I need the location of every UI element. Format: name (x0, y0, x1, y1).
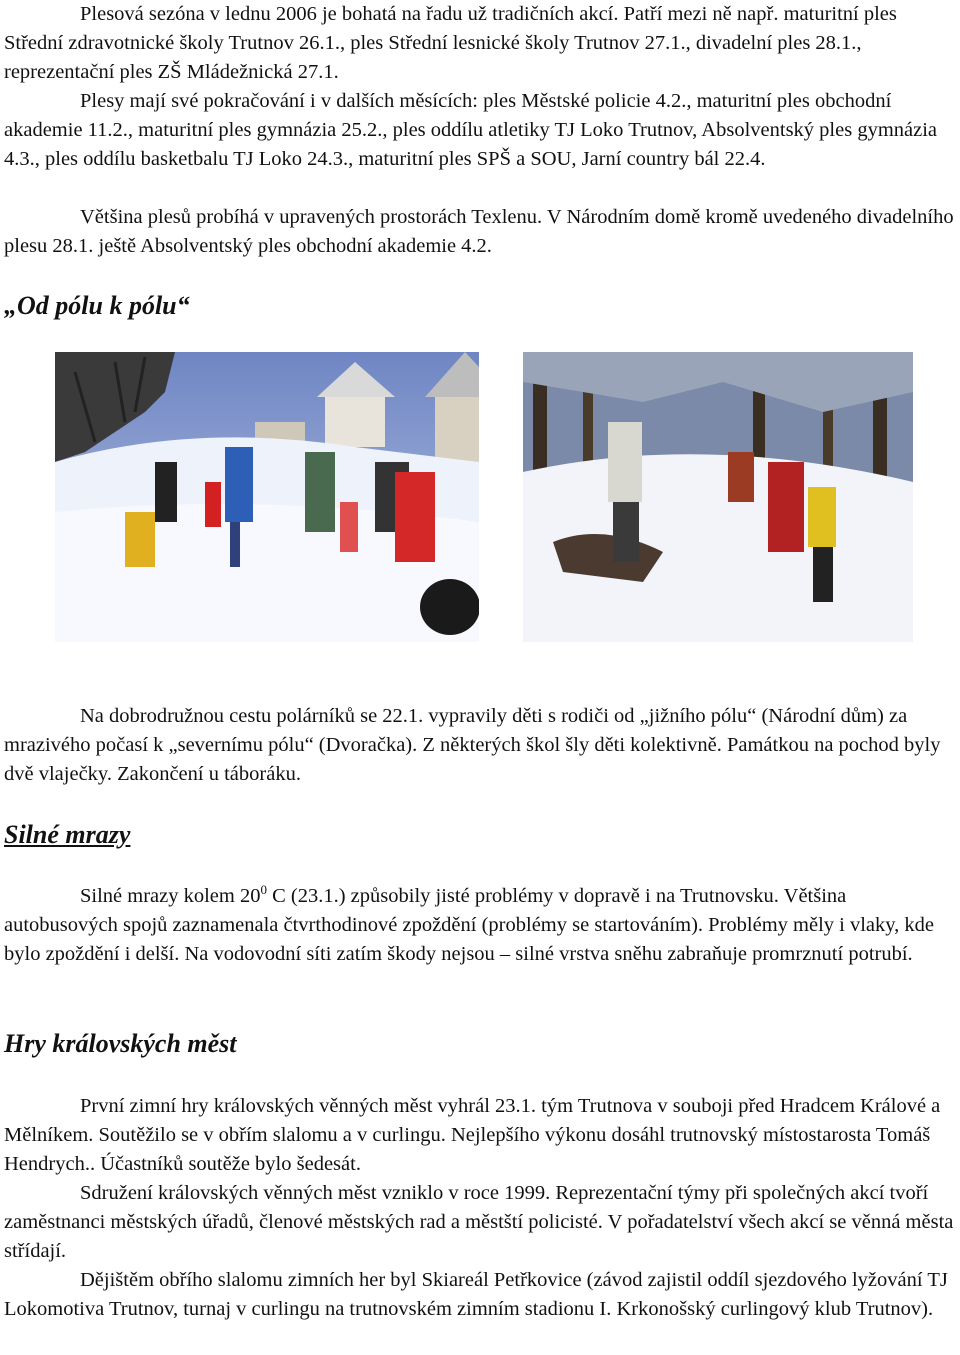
frost-text-rest: C (23.1.) způsobily jisté problémy v dopravě i na Trutnovsku. Většina autobusových spojů zaznamenala čtvrthodinové zpoždění (problémy se startováním). Problémy měly i vlaky, kde bylo zpoždění i delší. Na vodovodní síti zatím škody nejsou – silné vrstva sněhu zabraňuje promrznutí potrubí. (4, 885, 935, 965)
paragraph-games-result: První zimní hry královských věnných měst vyhrál 23.1. tým Trutnova v souboji před Hradcem Králové a Mělníkem. Soutěžilo se v obřím slalomu a v curlingu. Nejlepšího výkonu dosáhl trutnovský místostarosta Tomáš Hendrych.. Účastníků soutěže bylo šedesát. (4, 1095, 941, 1175)
photo-kids-in-snow (55, 352, 479, 642)
heading-od-polu: „Od pólu k pólu“ (4, 291, 190, 320)
paragraph-games-venue: Dějištěm obřího slalomu zimních her byl Skiareál Petřkovice (závod zajistil oddíl sjezdového lyžování TJ Lokomotiva Trutnov, turnaj v curlingu na trutnovském zimním stadionu I. Krkonošský curlingový klub Trutnov). (4, 1269, 948, 1320)
photo-forest-group (523, 352, 913, 642)
paragraph-games-association: Sdružení královských věnných měst vzniklo v roce 1999. Reprezentační týmy při společných akcí tvoří zaměstnanci městských úřadů, členové městských rad a městští policisté. V pořadatelství všech akcí se věnná města střídají. (4, 1182, 954, 1262)
heading-silne-mrazy: Silné mrazy (4, 820, 131, 849)
heading-hry-kralovskych-mest: Hry královských měst (4, 1029, 237, 1058)
paragraph-polar-trip: Na dobrodružnou cestu polárníků se 22.1. vypravily děti s rodiči od „jižního pólu“ (Národní dům) za mrazivého počasí k „severnímu pólu“ (Dvoračka). Z některých škol šly děti kolektivně. Památkou na pochod byly dvě vlaječky. Zakončení u táboráku. (4, 705, 941, 785)
frost-degree-sup: 0 (260, 882, 267, 898)
paragraph-frost (4, 882, 958, 969)
frost-text-start: Silné mrazy kolem 20 (80, 885, 261, 907)
paragraph-ball-venues: Většina plesů probíhá v upravených prostorách Texlenu. V Národním domě kromě uvedeného divadelního plesu 28.1. ještě Absolventský ples obchodní akademie 4.2. (4, 206, 954, 257)
paragraph-ball-continuation: Plesy mají své pokračování i v dalších měsících: ples Městské policie 4.2., maturitní ples obchodní akademie 11.2., maturitní ples gymnázia 25.2., ples oddílu atletiky TJ Loko Trutnov, Absolventský ples gymnázia 4.3., ples oddílu basketbalu TJ Loko 24.3., maturitní ples SPŠ a SOU, Jarní country bál 22.4. (4, 90, 938, 170)
paragraph-ball-season: Plesová sezóna v lednu 2006 je bohatá na řadu už tradičních akcí. Patří mezi ně např. maturitní ples Střední zdravotnické školy Trutnov 26.1., ples Střední lesnické školy Trutnov 27.1., divadelní ples 28.1., reprezentační ples ZŠ Mládežnická 27.1. (4, 3, 897, 83)
